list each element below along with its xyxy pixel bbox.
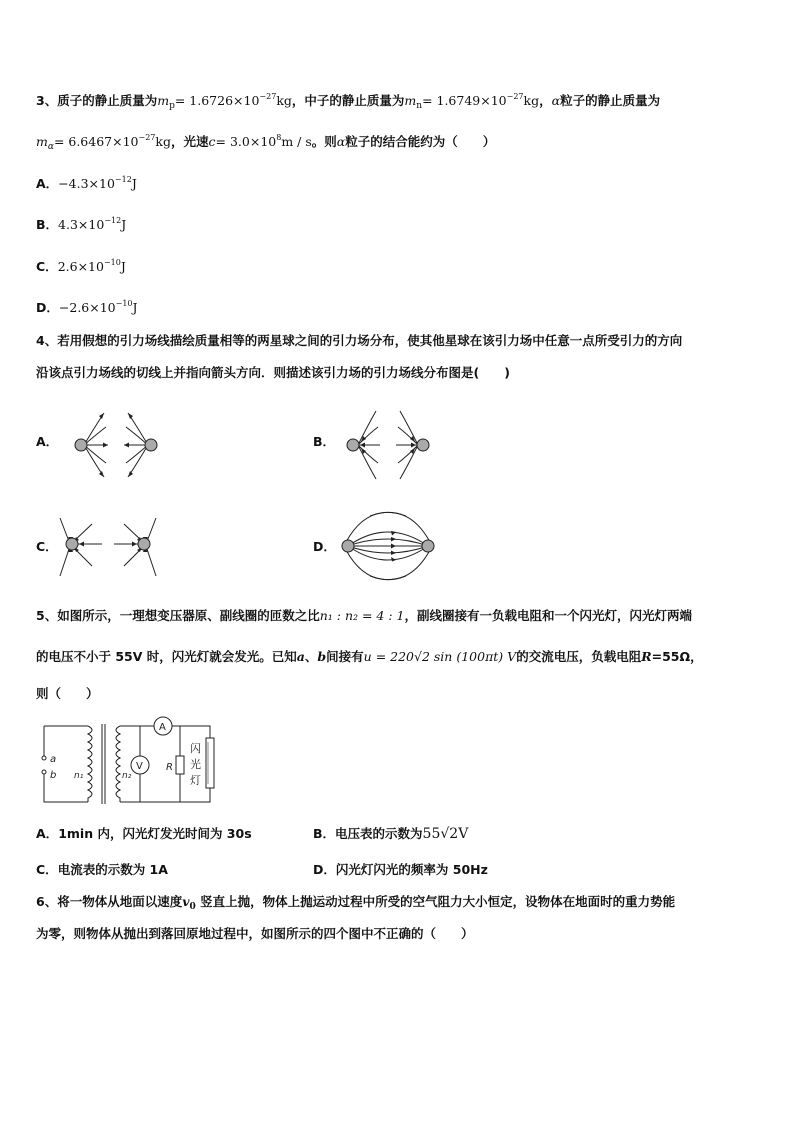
q5-option-d[interactable]: D．闪光灯闪光的频率为 50Hz bbox=[313, 862, 488, 877]
q6-line1: 6、将一物体从地面以速度$v_0$ 竖直上抛，物体上抛运动过程中所受的空气阻力大小恒定，设物体在地面时的重力势能 bbox=[36, 894, 676, 912]
q4-diagram-b bbox=[338, 405, 438, 485]
q4-diagram-a bbox=[66, 405, 166, 485]
q4-line1: 4、若用假想的引力场线描绘质量相等的两星球之间的引力场分布，使其他星球在该引力场中任意一点所受引力的方向 bbox=[36, 333, 683, 348]
q4-diagram-d bbox=[338, 508, 438, 584]
q3-line1: 3、质子的静止质量为$m_p= 1.6726\times 10^{-27}kg$，中子的静止质量为$m_n= 1.6749\times 10^{-27}kg$，α粒子的静止质量为 bbox=[36, 92, 661, 111]
q4-option-c-label[interactable]: C． bbox=[36, 539, 58, 554]
q4-option-d-label[interactable]: D． bbox=[313, 539, 336, 554]
q3-option-a[interactable]: A．$-4.3\times 10^{-12}J$ bbox=[36, 175, 137, 191]
q5-line3: 则（ ） bbox=[36, 686, 99, 701]
q5-circuit-diagram bbox=[36, 716, 226, 806]
q5-option-a[interactable]: A．1min 内，闪光灯发光时间为 30s bbox=[36, 826, 252, 841]
q4-option-a-label[interactable]: A． bbox=[36, 434, 59, 449]
terminal-b-label: b bbox=[50, 770, 57, 781]
q5-option-c[interactable]: C．电流表的示数为 1A bbox=[36, 862, 168, 877]
n1-label: n₁ bbox=[74, 771, 84, 781]
resistor-label: R bbox=[166, 762, 173, 773]
terminal-a-label: a bbox=[50, 754, 57, 765]
lamp-label-1: 闪 bbox=[190, 742, 201, 755]
lamp-label-2: 光 bbox=[190, 758, 201, 771]
q4-diagram-c bbox=[58, 506, 158, 586]
q5-line1: 5、如图所示，一理想变压器原、副线圈的匝数之比n₁ : n₂ = 4 : 1，副线圈接有一负载电阻和一个闪光灯，闪光灯两端 bbox=[36, 608, 692, 623]
lamp-label-3: 灯 bbox=[190, 774, 201, 787]
q5-line2: 的电压不小于 55V 时，闪光灯就会发光。已知a、b间接有u = 220√2 sin (100πt) V的交流电压，负载电阻R=55Ω， bbox=[36, 649, 703, 664]
ammeter-label: A bbox=[159, 722, 166, 733]
q3-option-b[interactable]: B．$4.3\times 10^{-12}J$ bbox=[36, 216, 127, 232]
q4-option-b-label[interactable]: B． bbox=[313, 434, 336, 449]
q3-line2: $m_\alpha= 6.6467\times 10^{-27}kg$，光速$c= 3.0\times 10^8m / s$。则α粒子的结合能约为（ ） bbox=[36, 133, 496, 152]
q4-line2: 沿该点引力场线的切线上并指向箭头方向．则描述该引力场的引力场线分布图是( ) bbox=[36, 365, 510, 380]
n2-label: n₂ bbox=[122, 771, 132, 781]
q5-option-b[interactable]: B．电压表的示数为55√2V bbox=[313, 826, 469, 842]
voltmeter-label: V bbox=[136, 761, 143, 772]
q3-option-d[interactable]: D．$-2.6\times 10^{-10}J$ bbox=[36, 299, 138, 315]
q3-option-c[interactable]: C．$2.6\times 10^{-10}J$ bbox=[36, 258, 126, 274]
q6-line2: 为零，则物体从抛出到落回原地过程中，如图所示的四个图中不正确的（ ） bbox=[36, 926, 474, 941]
